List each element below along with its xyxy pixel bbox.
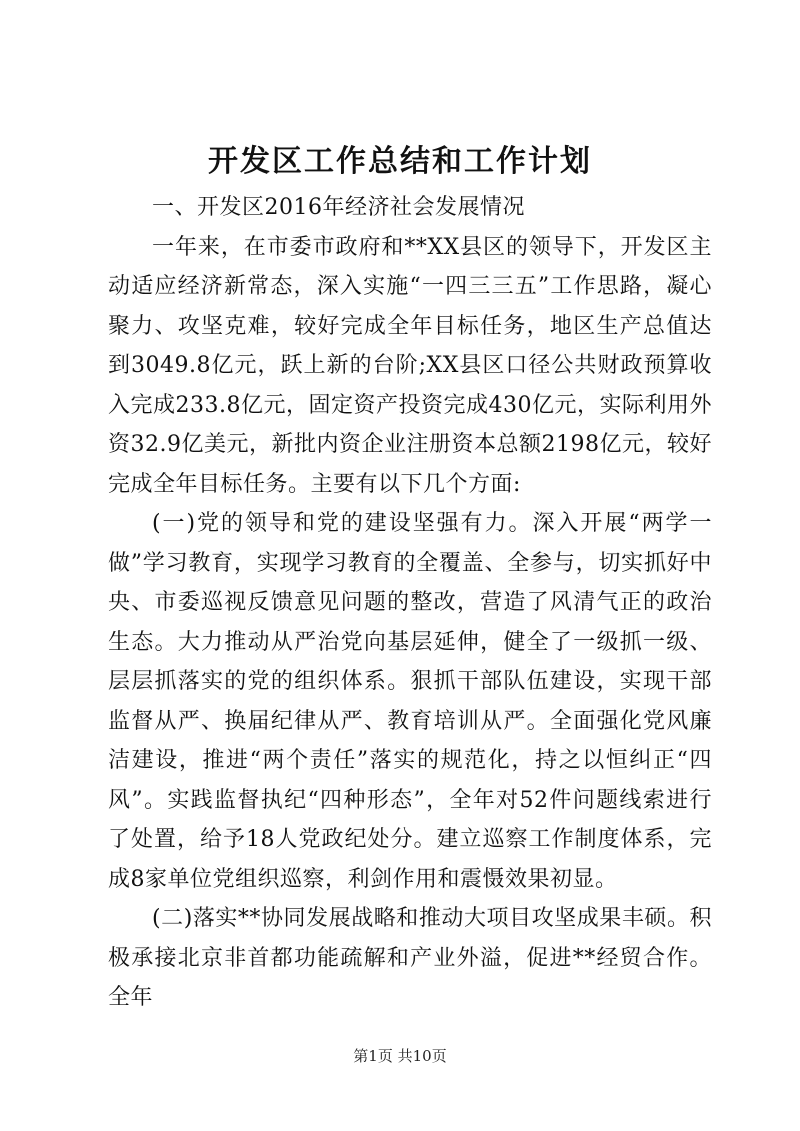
paragraph-coordinated-development: (二)落实**协同发展战略和推动大项目攻坚成果丰硕。积极承接北京非首都功能疏解和产业外溢，促进**经贸合作。全年 [108, 906, 712, 1010]
document-body [108, 188, 712, 1018]
document-title: 开发区工作总结和工作计划 [208, 144, 592, 179]
page-number-footer: 第1页 共10页 [353, 1047, 447, 1065]
section-heading: 一、开发区2016年经济社会发展情况 [152, 195, 525, 220]
paragraph-party-building: (一)党的领导和党的建设坚强有力。深入开展“两学一做”学习教育，实现学习教育的全覆盖、全参与，切实抓好中央、市委巡视反馈意见问题的整改，营造了风清气正的政治生态。大力推动从严治党向基层延伸，健全了一级抓一级、层层抓落实的党的组织体系。狠抓干部队伍建设，实现干部监督从严、换届纪律从严、教育培训从严。全面强化党风廉洁建设，推进“两个责任”落实的规范化，持之以恒纠正“四风”。实践监督执纪“四种形态”，全年对52件问题线索进行了处置，给予18人党政纪处分。建立巡察工作制度体系，完成8家单位党组织巡察，利剑作用和震慑效果初显。 [108, 511, 712, 892]
paragraph-overview: 一年来，在市委市政府和**XX县区的领导下，开发区主动适应经济新常态，深入实施“一四三三五”工作思路，凝心聚力、攻坚克难，较好完成全年目标任务，地区生产总值达到3049.8亿元，跃上新的台阶;XX县区口径公共财政预算收入完成233.8亿元，固定资产投资完成430亿元，实际利用外资32.9亿美元，新批内资企业注册资本总额2198亿元，较好完成全年目标任务。主要有以下几个方面: [108, 234, 712, 497]
